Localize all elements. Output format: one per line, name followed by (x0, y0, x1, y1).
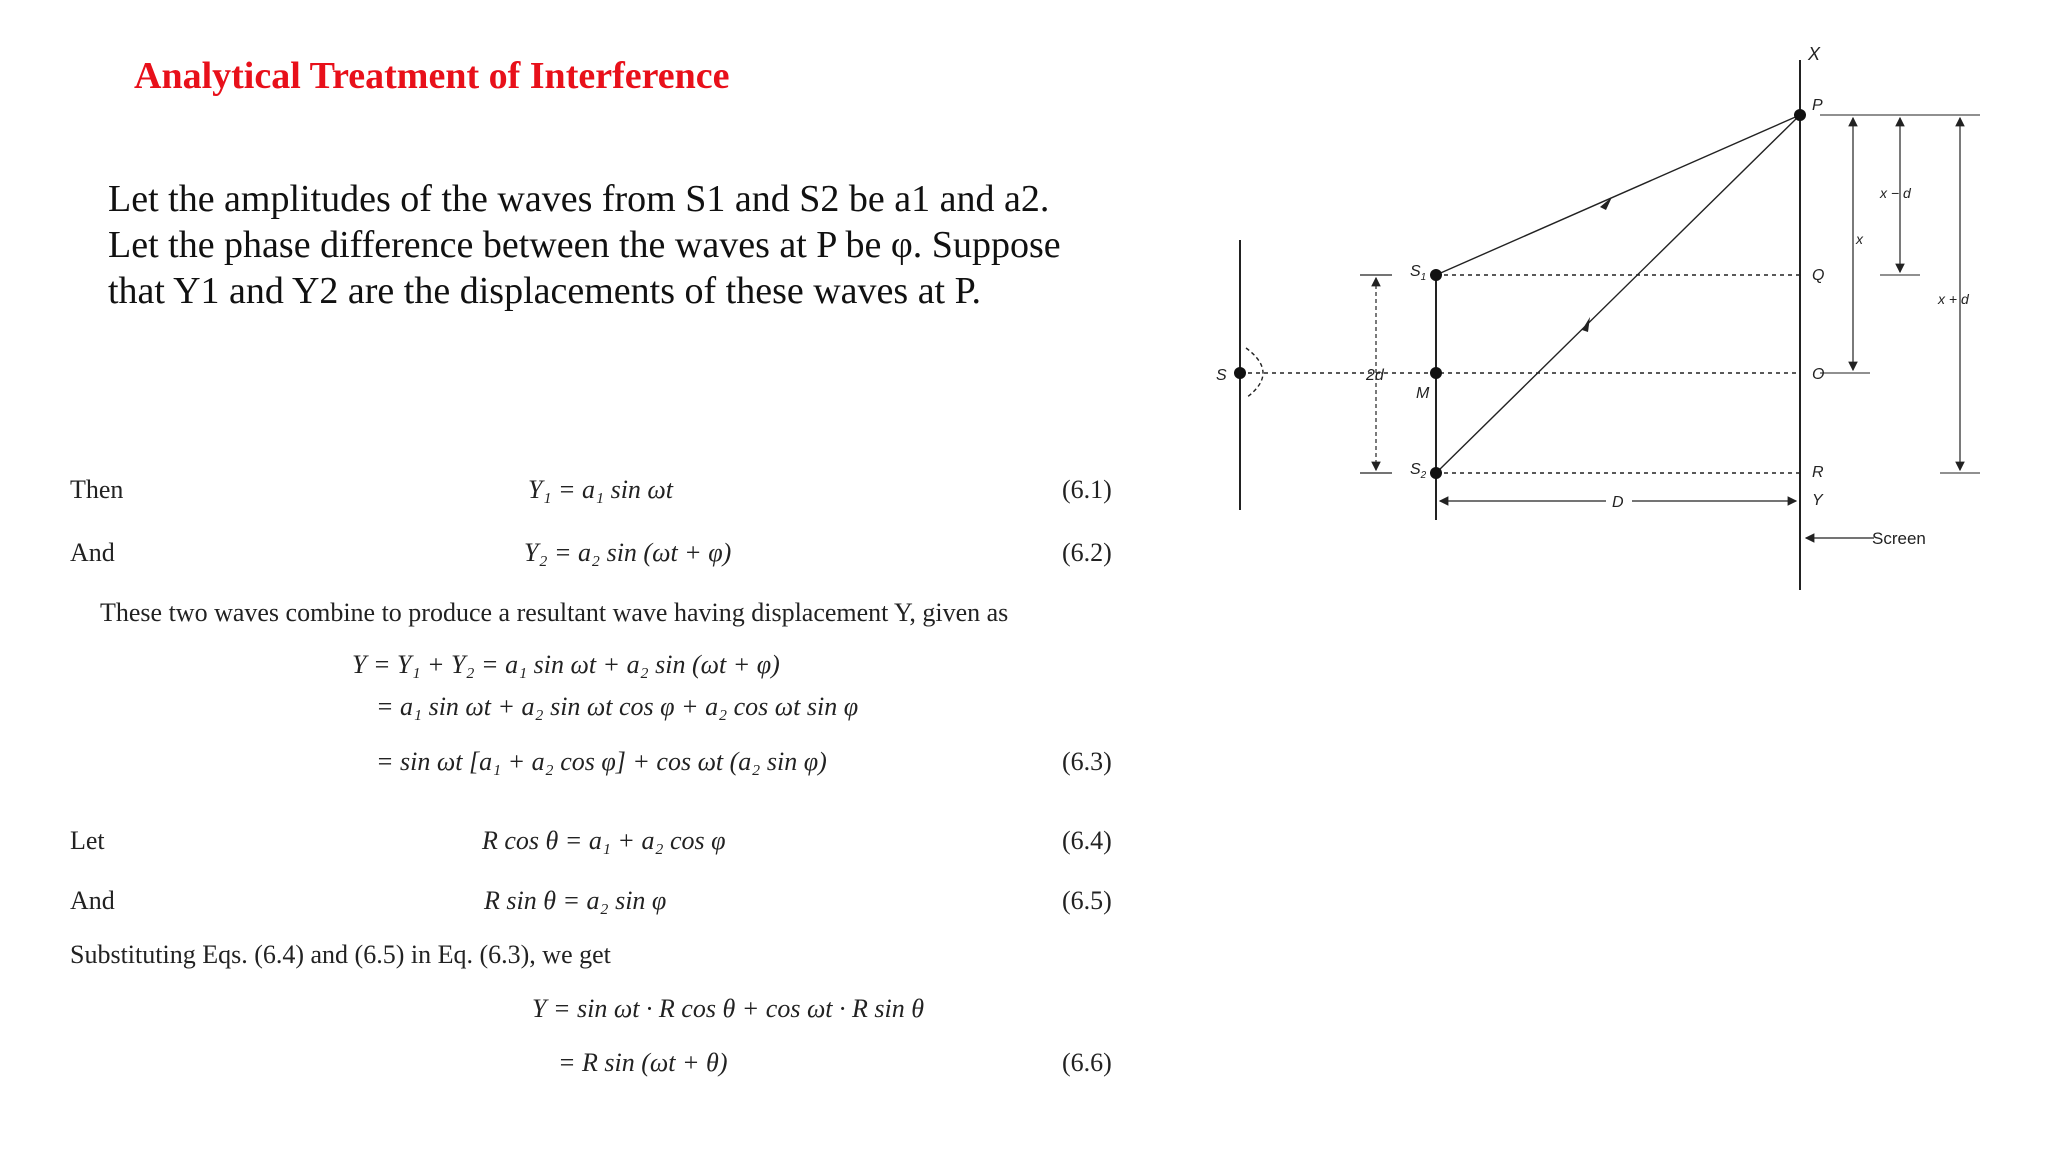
eq-6-5-label: And (70, 886, 115, 915)
eq-6-2: Y₂ = a₂ sin (ωt + φ) (524, 538, 732, 567)
label-s1: $S_1$ (1410, 263, 1427, 283)
eq-6-3-number: (6.3) (1062, 747, 1112, 776)
page-title: Analytical Treatment of Interference (134, 55, 730, 97)
label-o: O (1812, 366, 1825, 383)
eq-6-3-line1: Y = Y₁ + Y₂ = a₁ sin ωt + a₂ sin (ωt + φ) (352, 650, 780, 679)
eq-6-4-label: Let (70, 826, 105, 855)
ray-s2-p (1436, 115, 1800, 473)
label-p: P (1812, 97, 1823, 114)
label-x-plus-d: x + d (1938, 291, 1969, 307)
intro-line: Let the amplitudes of the waves from S1 and S2 be a1 and a2. (108, 178, 1050, 220)
eq-6-6-line2: = R sin (ωt + θ) (558, 1048, 728, 1077)
point-s1 (1430, 269, 1442, 281)
combine-text: These two waves combine to produce a resultant wave having displacement Y, given as (100, 598, 1009, 627)
substitution-text: Substituting Eqs. (6.4) and (6.5) in Eq. (6.3), we get (70, 940, 611, 969)
eq-6-5: R sin θ = a₂ sin φ (484, 886, 667, 915)
eq-6-1-number: (6.1) (1062, 475, 1112, 504)
eq-6-1: Y₁ = a₁ sin ωt (528, 475, 674, 504)
intro-paragraph (108, 176, 1108, 314)
label-x-minus-d: x − d (1880, 185, 1911, 201)
label-x: x (1856, 231, 1863, 247)
point-s2 (1430, 467, 1442, 479)
eq-6-2-label: And (70, 538, 115, 567)
label-y: Y (1812, 492, 1823, 509)
eq-6-4: R cos θ = a₁ + a₂ cos φ (482, 826, 726, 855)
label-d: D (1612, 494, 1624, 511)
label-s: S (1216, 367, 1227, 384)
double-slit-diagram (1180, 30, 2000, 610)
eq-6-3-line3: = sin ωt [a₁ + a₂ cos φ] + cos ωt (a₂ sin φ) (376, 747, 827, 776)
intro-line: Let the phase difference between the waves at P be φ. Suppose (108, 224, 1061, 266)
label-screen: Screen (1872, 529, 1926, 548)
ray-s2-arrow (1582, 317, 1590, 332)
point-p (1794, 109, 1806, 121)
label-m: M (1416, 385, 1430, 402)
point-s (1234, 367, 1246, 379)
point-m (1430, 367, 1442, 379)
label-x-axis: X (1808, 44, 1821, 64)
ray-s1-p (1436, 115, 1800, 275)
eq-6-6-line1: Y = sin ωt · R cos θ + cos ωt · R sin θ (532, 994, 925, 1023)
eq-6-4-number: (6.4) (1062, 826, 1112, 855)
label-2d: 2d (1366, 367, 1384, 384)
eq-6-2-number: (6.2) (1062, 538, 1112, 567)
eq-6-3-line2: = a₁ sin ωt + a₂ sin ωt cos φ + a₂ cos ωt sin φ (376, 692, 859, 721)
eq-6-6-number: (6.6) (1062, 1048, 1112, 1077)
label-r: R (1812, 464, 1824, 481)
label-s2: $S_2$ (1410, 461, 1427, 481)
intro-line: that Y1 and Y2 are the displacements of these waves at P. (108, 270, 982, 312)
eq-6-5-number: (6.5) (1062, 886, 1112, 915)
label-q: Q (1812, 267, 1825, 284)
eq-6-1-label: Then (70, 475, 124, 504)
ray-s1-arrow (1600, 197, 1612, 210)
